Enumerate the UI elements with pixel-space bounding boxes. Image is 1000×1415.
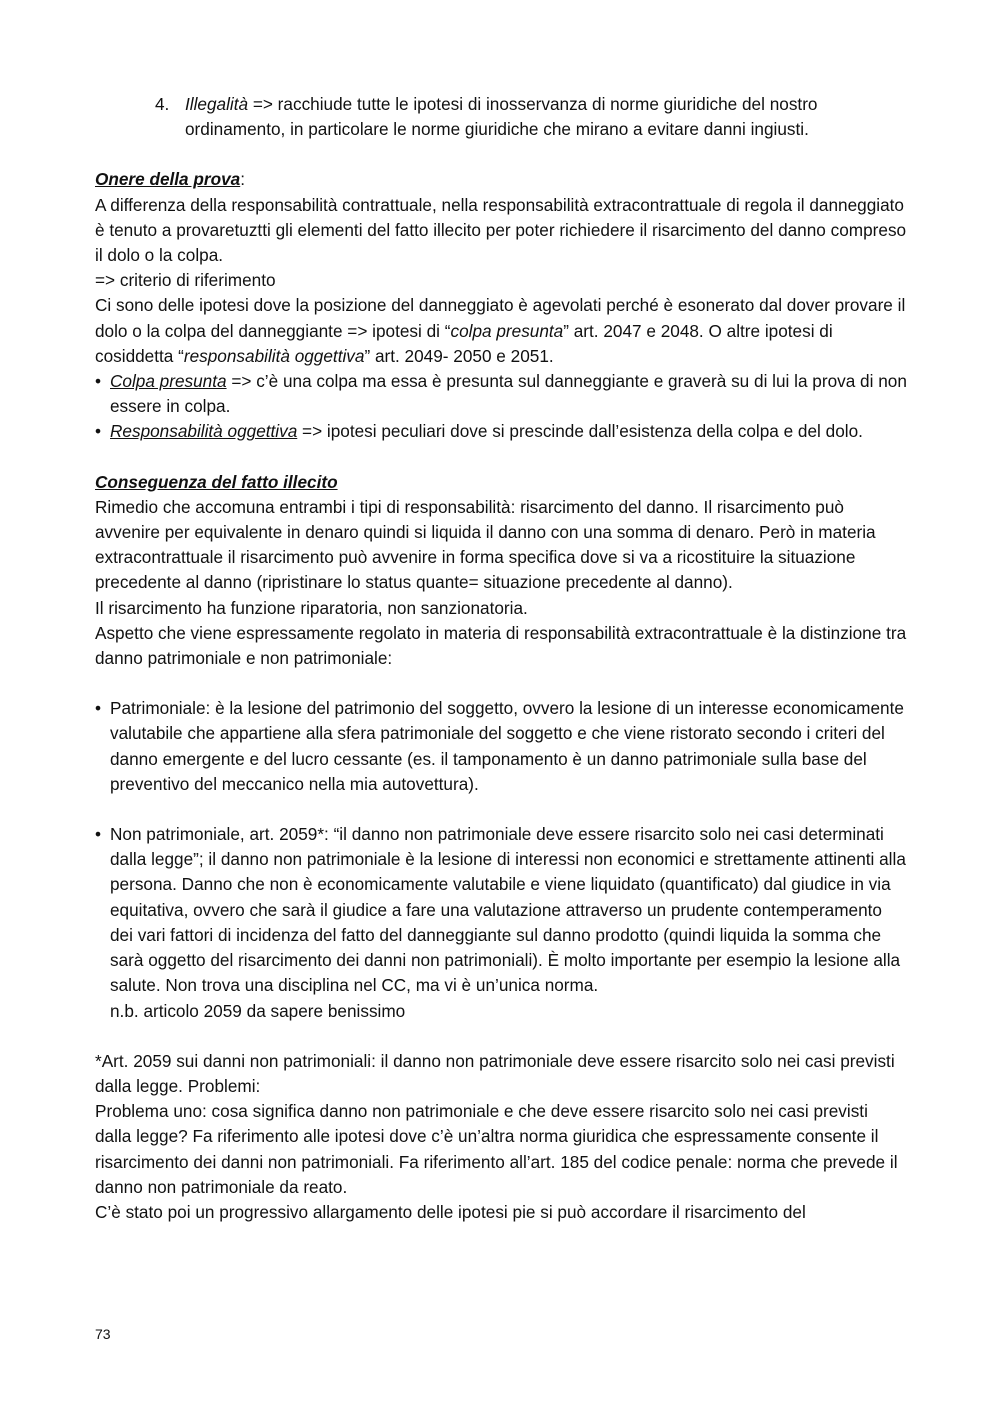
bullet-term: Colpa presunta: [110, 371, 227, 392]
conseguenza-paragraph-1: Rimedio che accomuna entrambi i tipi di responsabilità: risarcimento del danno. Il risarcimento può avvenire per equivalente in denaro quindi si liquida il danno con una somma di denaro. Però in materia extracontrattuale il risarcimento può avvenire in forma specifica dove si va a ricostituire la situazione precedente al danno (ripristinare lo status quante= situazione precedente al danno).: [95, 496, 876, 593]
art2059-paragraph-1: *Art. 2059 sui danni non patrimoniali: il danno non patrimoniale deve essere risarcito solo nei casi previsti dalla legge. Problemi:: [95, 1050, 895, 1096]
bullet-body: => ipotesi peculiari dove si prescinde dall’esistenza della colpa e del dolo.: [297, 421, 863, 442]
p3-part-b: ” art. 2047 e 2048. O altre ipotesi di cosiddetta “: [95, 320, 833, 366]
p3-term-responsabilita: responsabilità oggettiva: [183, 345, 365, 366]
bullet-dot: •: [95, 421, 102, 442]
onere-heading-line: [95, 167, 907, 192]
p3-part-c: ” art. 2049- 2050 e 2051.: [364, 345, 554, 366]
bullet-dot: •: [95, 698, 102, 719]
bullet-responsabilita-oggettiva: [95, 419, 907, 444]
bullet-patrimoniale: [95, 696, 907, 797]
bullet-body: => c’è una colpa ma essa è presunta sul danneggiante e graverà su di lui la prova di non essere in colpa.: [110, 371, 907, 417]
page-number: 73: [95, 1326, 111, 1342]
section-heading-conseguenza: [95, 470, 907, 495]
bullet-dot: •: [95, 371, 102, 392]
bullet-text: [110, 369, 907, 419]
bullet-text: [110, 419, 907, 444]
section-heading-onere: Onere della prova: [95, 169, 241, 190]
bullet-content: [110, 822, 907, 1024]
p3-part-a: Ci sono delle ipotesi dove la posizione del danneggiato è agevolati perché è esonerato dal dover provare il dolo o la colpa del danneggiante => ipotesi di “: [95, 295, 906, 341]
onere-paragraph-1: A differenza della responsabilità contrattuale, nella responsabilità extracontrattuale di regola il danneggiato è tenuto a provaretuztti gli elementi del fatto illecito per poter richiedere il risarcimento del danno compreso il dolo o la colpa.: [95, 194, 907, 266]
bullet-dot: •: [95, 824, 102, 845]
conseguenza-paragraph-3: Aspetto che viene espressamente regolato in materia di responsabilità extracontrattuale è la distinzione tra danno patrimoniale e non patrimoniale:: [95, 622, 907, 669]
heading-text: Conseguenza del fatto illecito: [95, 471, 338, 492]
document-page: [95, 92, 907, 1225]
bullet-text: Non patrimoniale, art. 2059*: “il danno non patrimoniale deve essere risarcito solo nei casi determinati dalla legge”; il danno non patrimoniale è la lesione di interessi non economici e strettamente attinenti alla persona. Danno che non è economicamente valutabile e viene liquidato (quantificato) dal giudice in via equitativa, ovvero che sarà il giudice a fare una valutazione attraverso un prudente contemperamento dei vari fattori di incidenza del fatto del danneggiante sul danno prodotto (quindi liquida la somma che sarà oggetto del risarcimento dei danni non patrimoniali). È molto importante per esempio la lesione alla salute. Non trova una disciplina nel CC, ma vi è un’unica norma.: [110, 824, 906, 996]
item-text: [185, 92, 907, 142]
item-body: => racchiude tutte le ipotesi di inosservanza di norme giuridiche del nostro ordinamento, in particolare le norme giuridiche che mirano a evitare danni ingiusti.: [185, 94, 818, 140]
numbered-item-4: [155, 92, 907, 142]
art2059-paragraph-2: Problema uno: cosa significa danno non patrimoniale e che deve essere risarcito solo nei casi previsti dalla legge? Fa riferimento alle ipotesi dove c’è un’altra norma giuridica che espressamente consente il risarcimento dei danni non patrimoniali. Fa riferimento all’art. 185 del codice penale: norma che prevede il danno non patrimoniale da reato.: [95, 1101, 898, 1197]
item-number: 4.: [155, 94, 170, 114]
onere-paragraph-2: => criterio di riferimento: [95, 270, 276, 291]
p3-term-colpa: colpa presunta: [450, 320, 564, 341]
bullet-term: Responsabilità oggettiva: [110, 421, 298, 442]
item-term: Illegalità: [185, 94, 249, 114]
bullet-text: Patrimoniale: è la lesione del patrimonio del soggetto, ovvero la lesione di un interesse economicamente valutabile che appartiene alla sfera patrimoniale del soggetto e che viene ristorato secondo i criteri del danno emergente e del lucro cessante (es. il tamponamento è un danno patrimoniale sulla base del preventivo del meccanico nella mia autovettura).: [110, 698, 904, 794]
conseguenza-paragraph-2: Il risarcimento ha funzione riparatoria, non sanzionatoria.: [95, 597, 528, 618]
bullet-note: n.b. articolo 2059 da sapere benissimo: [110, 1000, 406, 1021]
bullet-colpa-presunta: [95, 369, 907, 419]
bullet-non-patrimoniale: [95, 822, 907, 1024]
heading-colon: :: [240, 169, 245, 190]
art2059-paragraph-3: C’è stato poi un progressivo allargamento delle ipotesi pie si può accordare il risarcimento del: [95, 1201, 806, 1222]
onere-paragraph-3: [95, 293, 907, 369]
